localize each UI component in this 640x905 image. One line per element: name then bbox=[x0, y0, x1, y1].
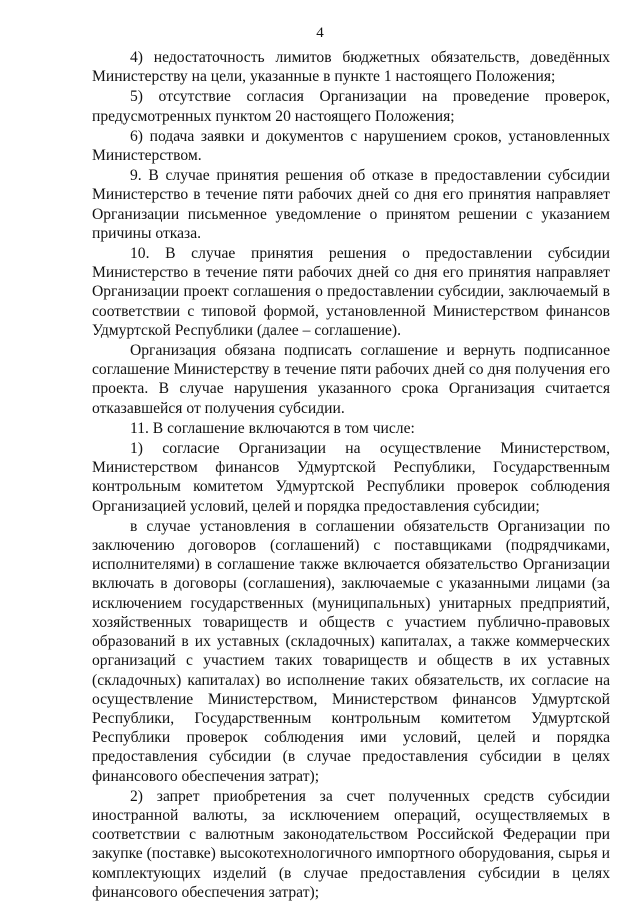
paragraph-currency-ban-item-2: 2) запрет приобретения за счет полученных средств субсидии иностранной валюты, за исключением операций, осуществляемых в соответствии с валютным законодательством Российской Федерации при закупке (поставке) высокотехнологичного импортного оборудования, сырья и комплектующих изделий (в случае предоставления субсидии в целях финансового обеспечения затрат); bbox=[92, 787, 610, 901]
paragraph-item-5: 5) отсутствие согласия Организации на проведение проверок, предусмотренных пунктом 20 настоящего Положения; bbox=[92, 88, 610, 125]
paragraph-clause-10: 10. В случае принятия решения о предоставлении субсидии Министерство в течение пяти рабочих дней со дня его принятия направляет Организации проект соглашения о предоставлении субсидии, заключаемый в соответствии с типовой формой, установленной Министерством финансов Удмуртской Республики (далее – соглашение). bbox=[92, 245, 610, 339]
paragraph-organization-obligation: Организация обязана подписать соглашение и вернуть подписанное соглашение Министерству в течение пяти рабочих дней со дня получения его проекта. В случае нарушения указанного срока Организация считается отказавшейся от получения субсидии. bbox=[92, 342, 610, 417]
paragraph-clause-11: 11. В соглашение включаются в том числе: bbox=[130, 419, 415, 437]
paragraph-consent-item-1: 1) согласие Организации на осуществление Министерством, Министерством финансов Удмуртской Республики, Государственным контрольным комитетом Удмуртской Республики проверок соблюдения Организацией условий, целей и порядка предоставления субсидии; bbox=[92, 440, 610, 515]
paragraph-item-4: 4) недостаточность лимитов бюджетных обязательств, доведённых Министерству на цели, указанные в пункте 1 настоящего Положения; bbox=[92, 49, 610, 86]
paragraph-clause-9: 9. В случае принятия решения об отказе в предоставлении субсидии Министерство в течение пяти рабочих дней со дня его принятия направляет Организации письменное уведомление о принятом решении с указанием причины отказа. bbox=[92, 167, 610, 242]
paragraph-item-6: 6) подача заявки и документов с нарушением сроков, установленных Министерством. bbox=[92, 127, 610, 165]
page-number: 4 bbox=[316, 25, 324, 41]
paragraph-contractor-obligations: в случае установления в соглашении обязательств Организации по заключению договоров (соглашений) с поставщиками (подрядчиками, исполнителями) в соглашение также включается обязательство Организации включать в договоры (соглашения), заключаемые с указанными лицами (за исключением государственных (муниципальных) унитарных предприятий, хозяйственных товариществ и обществ с участием публично-правовых образований в их уставных (складочных) капиталах, а также коммерческих организаций с участием таких товариществ и обществ в их уставных (складочных) капиталах) во исполнение таких обязательств, их согласие на осуществление Министерством, Министерством финансов Удмуртской Республики, Государственным контрольным комитетом Удмуртской Республики проверок соблюдения ими условий, целей и порядка предоставления субсидии (в случае предоставления субсидии в целях финансового обеспечения затрат); bbox=[92, 517, 610, 785]
document-body bbox=[92, 48, 610, 903]
